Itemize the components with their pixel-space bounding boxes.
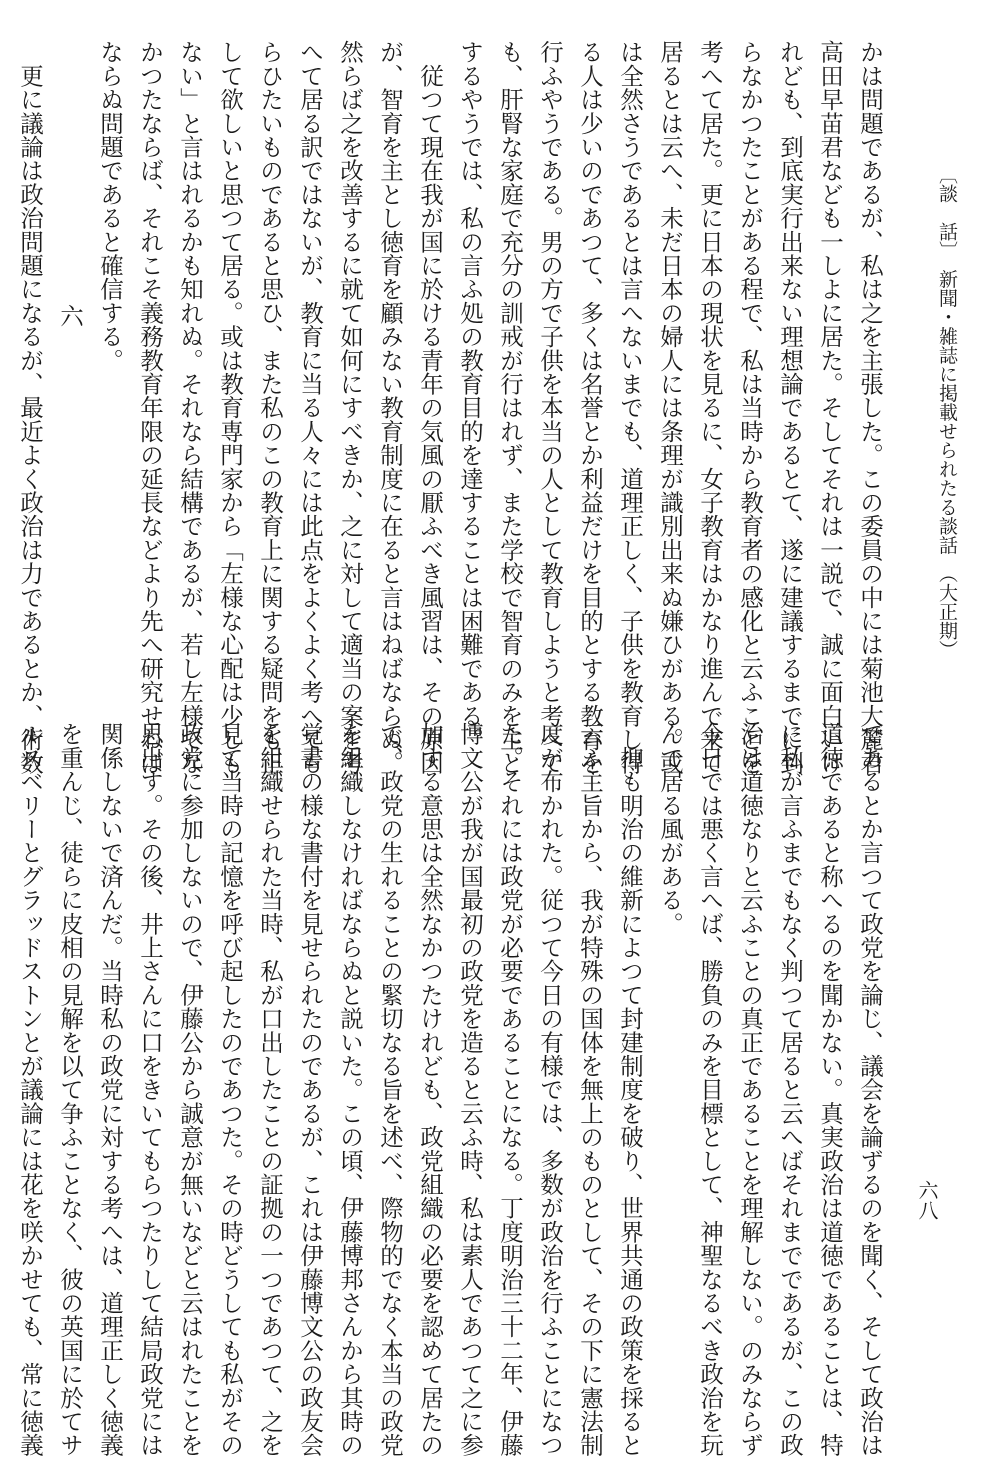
text-column: 政党に参加しないので、伊藤公から誠意が無いなどと云はれたことを (176, 722, 204, 1457)
text-column: 然らば之を改善するに就て如何にすべきか、之に対して適当の案を考 (336, 40, 364, 775)
text-column: は全然さうであるとは言へないまでも、道理正しく、子供を教育し得 (616, 40, 644, 775)
text-column: 思出す。その後、井上さんに口をきいてもらつたりして結局政党には (136, 722, 164, 1457)
text-column: するやうでは、私の言ふ処の教育目的を達することは困難である。 (456, 40, 484, 751)
text-column: を重んじ、徒らに皮相の見解を以て争ふことなく、彼の英国に於てサ (56, 722, 84, 1457)
running-header: 〔談 話〕 新聞・雑誌に掲載せられたる談話 （大正期） (936, 165, 958, 659)
text-column: 覚書の様な書付を見せられたのであるが、これは伊藤博文公の政友会 (296, 722, 324, 1457)
text-column: かつたならば、それこそ義務教育年限の延長などより先へ研究せねば (136, 40, 164, 775)
text-column: を組織しなければならぬと説いた。この頃、伊藤博邦さんから其時の (336, 722, 364, 1457)
text-column: ルスベリーとグラッドストンとが議論には花を咲かせても、常に徳義 (16, 722, 44, 1457)
text-column: を組織せられた当時、私が口出したことの証拠の一つであつて、之を (256, 722, 284, 1457)
text-column: かは問題であるが、私は之を主張した。この委員の中には菊池大麓君 (856, 40, 884, 775)
text-column: 居るとは云へ、未だ日本の婦人には条理が識別出来ぬ嫌ひがある。或 (656, 40, 684, 775)
text-column: も、肝腎な家庭で充分の訓戒が行はれず、また学校で智育のみを主と (496, 40, 524, 775)
text-column: へて居る訳ではないが、教育に当る人々には此点をよくよく考へても (296, 40, 324, 775)
text-column: る人は少いのであつて、多くは名誉とか利益だけを目的とする教育を (576, 40, 604, 775)
text-column: 道徳であると称へるのを聞かない。真実政治は道徳であることは、特 (816, 722, 844, 1457)
text-column: た。それには政党が必要であることになる。丁度明治三十二年、伊藤 (496, 722, 524, 1457)
text-column: 見て当時の記憶を呼び起したのであつた。その時どうしても私がその (216, 722, 244, 1457)
text-column: 関係しないで済んだ。当時私の政党に対する考へは、道理正しく徳義 (96, 722, 124, 1457)
text-column: 更に議論は政治問題になるが、最近よく政治は力であるとか、術数 (16, 40, 44, 775)
text-column: 高田早苗君なども一しよに居た。そしてそれは一説で、誠に面白いけ (816, 40, 844, 775)
text-column: んで居る風がある。 (656, 722, 684, 936)
text-column: 抑も明治の維新によつて封建制度を破り、世界共通の政策を採ると (616, 722, 644, 1457)
text-column: で、政党の生れることの緊切なる旨を述べ、際物的でなく本当の政党 (376, 722, 404, 1457)
text-column: れども、到底実行出来ない理想論であるとて、遂に建議するまでに到 (776, 40, 804, 775)
text-column: が、智育を主とし徳育を顧みない教育制度に在ると言はねばならぬ。 (376, 40, 404, 775)
text-column: 考へて居た。更に日本の現状を見るに、女子教育はかなり進んで来て (696, 40, 724, 775)
text-column: して欲しいと思つて居る。或は教育専門家から「左様な心配は少しも (216, 40, 244, 775)
text-column: 博文公が我が国最初の政党を造ると云ふ時、私は素人であつて之に参 (456, 722, 484, 1457)
lower-text-block (16, 722, 890, 1457)
text-column: ならぬ問題であると確信する。 (96, 40, 124, 372)
upper-text-block (16, 40, 890, 775)
page-number: 六八 (915, 1180, 939, 1220)
text-column: ない」と言はれるかも知れぬ。それなら結構であるが、若し左様でな (176, 40, 204, 775)
text-column: 度が布かれた。従つて今日の有様では、多数が政治を行ふことになつ (536, 722, 564, 1457)
text-column: 従つて現在我が国に於ける青年の気風の厭ふべき風習は、その原因 (416, 40, 444, 775)
text-column: 行ふやうである。男の方で子供を本当の人として教育しようと考へて (536, 40, 564, 775)
text-column: に私が言ふまでもなく判つて居ると云へばそれまでであるが、この政 (776, 722, 804, 1457)
section-heading: 六 (56, 304, 84, 328)
text-column: らなかつたことがある程で、私は当時から教育者の感化と云ふことを (736, 40, 764, 775)
text-column: 云ふ主旨から、我が特殊の国体を無上のものとして、その下に憲法制 (576, 722, 604, 1457)
text-column: らひたいものであると思ひ、また私のこの教育上に関する疑問をも正 (256, 40, 284, 775)
text-column: 加する意思は全然なかつたけれども、政党組織の必要を認めて居たの (416, 722, 444, 1457)
text-column: であるとか言つて政党を論じ、議会を論ずるのを聞く、そして政治は (856, 722, 884, 1457)
text-column: 今日では悪く言へば、勝負のみを目標として、神聖なるべき政治を玩 (696, 722, 724, 1457)
text-column: 治は道徳なりと云ふことの真正であることを理解しない。のみならず (736, 722, 764, 1457)
